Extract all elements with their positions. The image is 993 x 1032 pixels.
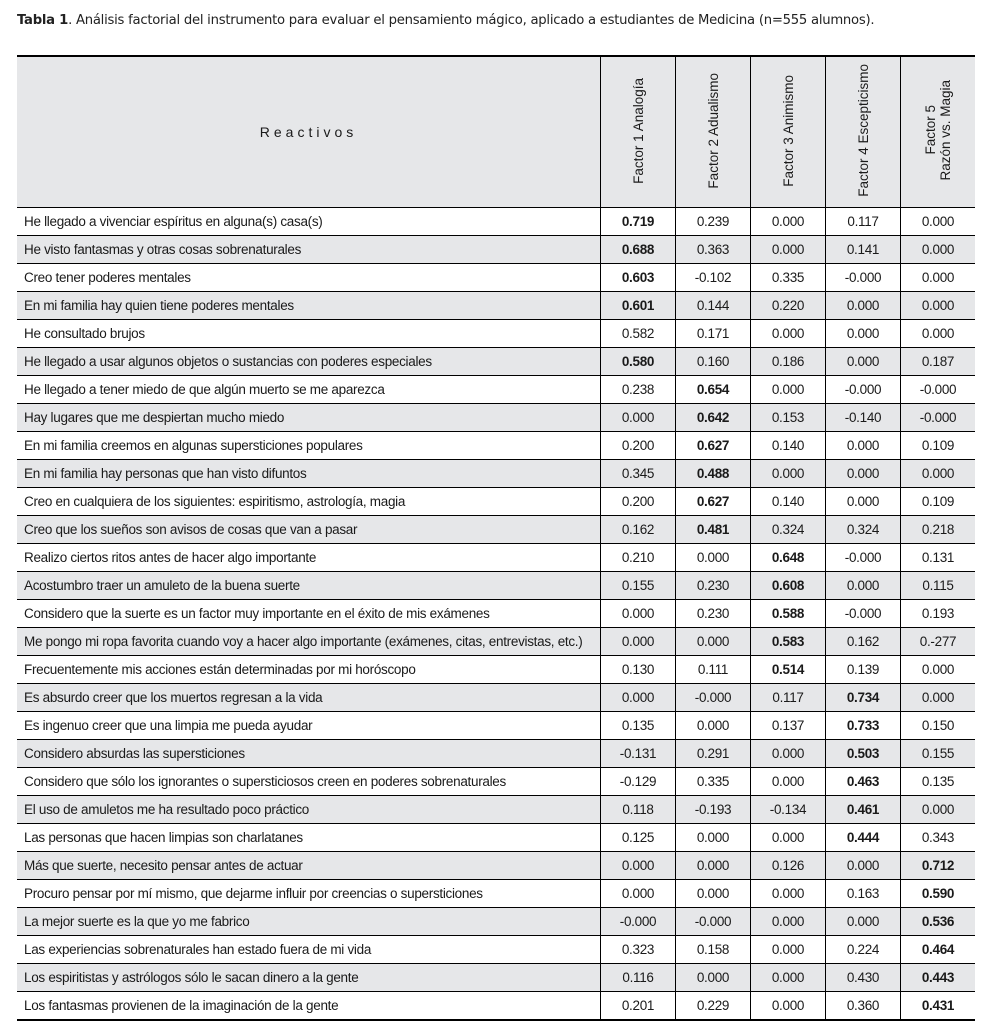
factor-1-loading: 0.580 (601, 348, 676, 376)
factor-5-loading: 0.-277 (901, 628, 976, 656)
factor-4-loading: 0.141 (826, 236, 901, 264)
table-row (17, 236, 975, 264)
table-row (17, 768, 975, 796)
item-cell: Más que suerte, necesito pensar antes de actuar (17, 852, 601, 880)
factor-4-loading: 0.000 (826, 348, 901, 376)
factor-1-loading: 0.000 (601, 684, 676, 712)
factor-1-loading: 0.000 (601, 852, 676, 880)
factor-3-loading: 0.140 (751, 432, 826, 460)
factor-3-loading: 0.583 (751, 628, 826, 656)
caption-label: Tabla 1 (17, 13, 69, 28)
factor-4-loading: 0.162 (826, 628, 901, 656)
item-cell: Los espiritistas y astrólogos sólo le sacan dinero a la gente (17, 964, 601, 992)
factor-3-loading: 0.000 (751, 768, 826, 796)
table-row (17, 208, 975, 236)
factor-3-loading: 0.335 (751, 264, 826, 292)
table-row (17, 432, 975, 460)
factor-3-loading: 0.608 (751, 572, 826, 600)
table-row (17, 684, 975, 712)
factor-1-loading: 0.116 (601, 964, 676, 992)
factor-4-loading: 0.139 (826, 656, 901, 684)
factor-1-loading: 0.200 (601, 432, 676, 460)
factor-1-header: Factor 1 Analogía (601, 56, 676, 208)
factor-analysis-table (17, 55, 975, 1021)
factor-5-loading: 0.712 (901, 852, 976, 880)
factor-4-loading: -0.000 (826, 544, 901, 572)
factor-3-loading: 0.000 (751, 992, 826, 1021)
factor-1-loading: -0.000 (601, 908, 676, 936)
factor-5-loading: 0.464 (901, 936, 976, 964)
item-cell: He visto fantasmas y otras cosas sobrenaturales (17, 236, 601, 264)
factor-3-loading: -0.134 (751, 796, 826, 824)
item-cell: He llegado a vivenciar espíritus en alguna(s) casa(s) (17, 208, 601, 236)
factor-2-loading: 0.160 (676, 348, 751, 376)
factor-1-loading: 0.118 (601, 796, 676, 824)
factor-2-loading: 0.000 (676, 964, 751, 992)
factor-5-loading: 0.536 (901, 908, 976, 936)
factor-5-loading: 0.343 (901, 824, 976, 852)
factor-2-loading: 0.335 (676, 768, 751, 796)
factor-3-loading: 0.000 (751, 208, 826, 236)
table-row (17, 600, 975, 628)
factor-5-loading: 0.590 (901, 880, 976, 908)
factor-4-loading: 0.444 (826, 824, 901, 852)
item-cell: Los fantasmas provienen de la imaginación de la gente (17, 992, 601, 1021)
factor-3-header: Factor 3 Animismo (751, 56, 826, 208)
table-row (17, 460, 975, 488)
factor-4-loading: 0.733 (826, 712, 901, 740)
table-row (17, 572, 975, 600)
table-row (17, 404, 975, 432)
table-row (17, 824, 975, 852)
table-row (17, 880, 975, 908)
table-row (17, 376, 975, 404)
factor-4-loading: 0.163 (826, 880, 901, 908)
factor-2-loading: 0.642 (676, 404, 751, 432)
item-cell: Frecuentemente mis acciones están determinadas por mi horóscopo (17, 656, 601, 684)
item-cell: En mi familia hay quien tiene poderes mentales (17, 292, 601, 320)
factor-3-loading: 0.514 (751, 656, 826, 684)
factor-1-loading: 0.603 (601, 264, 676, 292)
factor-5-loading: 0.109 (901, 432, 976, 460)
items-header: Reactivos (17, 56, 601, 208)
factor-2-loading: 0.230 (676, 600, 751, 628)
factor-1-loading: 0.601 (601, 292, 676, 320)
factor-1-loading: 0.582 (601, 320, 676, 348)
factor-4-loading: 0.000 (826, 852, 901, 880)
item-cell: En mi familia hay personas que han visto difuntos (17, 460, 601, 488)
factor-4-loading: -0.000 (826, 600, 901, 628)
factor-2-loading: 0.000 (676, 544, 751, 572)
item-cell: Realizo ciertos ritos antes de hacer algo importante (17, 544, 601, 572)
factor-5-header: Factor 5 Razón vs. Magia (901, 56, 976, 208)
factor-4-loading: -0.140 (826, 404, 901, 432)
factor-2-loading: 0.171 (676, 320, 751, 348)
table-row (17, 488, 975, 516)
factor-5-loading: -0.000 (901, 376, 976, 404)
factor-3-loading: 0.000 (751, 236, 826, 264)
factor-1-loading: 0.135 (601, 712, 676, 740)
factor-2-loading: 0.481 (676, 516, 751, 544)
factor-3-loading: 0.153 (751, 404, 826, 432)
factor-2-loading: 0.654 (676, 376, 751, 404)
factor-2-loading: 0.158 (676, 936, 751, 964)
factor-3-loading: 0.220 (751, 292, 826, 320)
factor-4-loading: 0.000 (826, 488, 901, 516)
table-row (17, 348, 975, 376)
item-cell: Las experiencias sobrenaturales han estado fuera de mi vida (17, 936, 601, 964)
factor-4-header: Factor 4 Escepticismo (826, 56, 901, 208)
factor-5-loading: 0.155 (901, 740, 976, 768)
item-cell: Creo tener poderes mentales (17, 264, 601, 292)
factor-3-loading: 0.000 (751, 376, 826, 404)
item-cell: Es ingenuo creer que una limpia me pueda ayudar (17, 712, 601, 740)
factor-1-loading: 0.162 (601, 516, 676, 544)
factor-1-loading: 0.323 (601, 936, 676, 964)
factor-2-loading: 0.488 (676, 460, 751, 488)
factor-1-loading: 0.238 (601, 376, 676, 404)
item-cell: Acostumbro traer un amuleto de la buena suerte (17, 572, 601, 600)
factor-5-loading: 0.000 (901, 796, 976, 824)
item-cell: Considero que sólo los ignorantes o supersticiosos creen en poderes sobrenaturales (17, 768, 601, 796)
factor-5-loading: 0.000 (901, 460, 976, 488)
item-cell: Creo en cualquiera de los siguientes: espiritismo, astrología, magia (17, 488, 601, 516)
item-cell: Me pongo mi ropa favorita cuando voy a hacer algo importante (exámenes, citas, entrevistas, etc.) (17, 628, 601, 656)
factor-1-loading: 0.201 (601, 992, 676, 1021)
factor-5-loading: 0.115 (901, 572, 976, 600)
factor-5-loading: 0.000 (901, 320, 976, 348)
factor-3-loading: 0.000 (751, 908, 826, 936)
item-cell: Considero absurdas las supersticiones (17, 740, 601, 768)
table-row (17, 292, 975, 320)
table-row (17, 628, 975, 656)
header-row (17, 56, 975, 208)
factor-5-loading: 0.109 (901, 488, 976, 516)
factor-2-loading: 0.229 (676, 992, 751, 1021)
factor-4-loading: 0.000 (826, 292, 901, 320)
factor-5-loading: 0.000 (901, 684, 976, 712)
factor-3-loading: 0.000 (751, 880, 826, 908)
factor-2-loading: -0.000 (676, 908, 751, 936)
factor-3-loading: 0.324 (751, 516, 826, 544)
item-cell: El uso de amuletos me ha resultado poco práctico (17, 796, 601, 824)
factor-4-loading: 0.734 (826, 684, 901, 712)
item-cell: En mi familia creemos en algunas supersticiones populares (17, 432, 601, 460)
factor-1-loading: -0.131 (601, 740, 676, 768)
table-row (17, 264, 975, 292)
table-row (17, 964, 975, 992)
factor-2-loading: 0.111 (676, 656, 751, 684)
table-row (17, 516, 975, 544)
factor-4-loading: 0.224 (826, 936, 901, 964)
factor-4-loading: 0.000 (826, 908, 901, 936)
factor-5-loading: 0.150 (901, 712, 976, 740)
table-row (17, 796, 975, 824)
factor-2-loading: 0.291 (676, 740, 751, 768)
item-cell: He consultado brujos (17, 320, 601, 348)
item-cell: Las personas que hacen limpias son charlatanes (17, 824, 601, 852)
factor-4-loading: 0.430 (826, 964, 901, 992)
factor-5-loading: 0.000 (901, 208, 976, 236)
item-cell: Es absurdo creer que los muertos regresan a la vida (17, 684, 601, 712)
item-cell: He llegado a tener miedo de que algún muerto se me aparezca (17, 376, 601, 404)
factor-4-loading: 0.000 (826, 432, 901, 460)
factor-4-loading: 0.000 (826, 320, 901, 348)
table-caption (17, 13, 874, 28)
item-cell: La mejor suerte es la que yo me fabrico (17, 908, 601, 936)
table-row (17, 852, 975, 880)
factor-4-loading: 0.000 (826, 572, 901, 600)
factor-1-loading: 0.719 (601, 208, 676, 236)
factor-2-loading: 0.363 (676, 236, 751, 264)
item-cell: Hay lugares que me despiertan mucho miedo (17, 404, 601, 432)
factor-2-loading: 0.000 (676, 628, 751, 656)
factor-2-loading: 0.000 (676, 712, 751, 740)
factor-3-loading: 0.126 (751, 852, 826, 880)
factor-4-loading: 0.324 (826, 516, 901, 544)
item-cell: Considero que la suerte es un factor muy importante en el éxito de mis exámenes (17, 600, 601, 628)
factor-4-loading: 0.000 (826, 460, 901, 488)
table-row (17, 908, 975, 936)
factor-5-loading: 0.000 (901, 236, 976, 264)
factor-1-loading: 0.345 (601, 460, 676, 488)
factor-3-loading: 0.000 (751, 460, 826, 488)
factor-2-loading: 0.230 (676, 572, 751, 600)
factor-1-loading: 0.000 (601, 628, 676, 656)
table-row (17, 544, 975, 572)
table-row (17, 740, 975, 768)
factor-5-loading: 0.193 (901, 600, 976, 628)
item-cell: He llegado a usar algunos objetos o sustancias con poderes especiales (17, 348, 601, 376)
factor-5-loading: 0.187 (901, 348, 976, 376)
factor-2-loading: -0.102 (676, 264, 751, 292)
factor-3-loading: 0.137 (751, 712, 826, 740)
item-cell: Procuro pensar por mí mismo, que dejarme influir por creencias o supersticiones (17, 880, 601, 908)
table-row (17, 656, 975, 684)
factor-5-loading: 0.431 (901, 992, 976, 1021)
factor-2-loading: 0.000 (676, 824, 751, 852)
factor-1-loading: 0.000 (601, 600, 676, 628)
table-row (17, 320, 975, 348)
factor-4-loading: -0.000 (826, 264, 901, 292)
factor-1-loading: 0.200 (601, 488, 676, 516)
factor-3-loading: 0.000 (751, 740, 826, 768)
factor-2-loading: 0.627 (676, 488, 751, 516)
factor-5-loading: 0.131 (901, 544, 976, 572)
factor-1-loading: 0.688 (601, 236, 676, 264)
factor-3-loading: 0.140 (751, 488, 826, 516)
factor-3-loading: 0.000 (751, 824, 826, 852)
factor-3-loading: 0.648 (751, 544, 826, 572)
factor-3-loading: 0.000 (751, 320, 826, 348)
factor-1-loading: 0.000 (601, 880, 676, 908)
factor-1-loading: 0.125 (601, 824, 676, 852)
factor-5-loading: -0.000 (901, 404, 976, 432)
factor-4-loading: 0.360 (826, 992, 901, 1021)
factor-4-loading: 0.117 (826, 208, 901, 236)
factor-2-loading: 0.627 (676, 432, 751, 460)
factor-3-loading: 0.588 (751, 600, 826, 628)
item-cell: Creo que los sueños son avisos de cosas que van a pasar (17, 516, 601, 544)
table-row (17, 992, 975, 1021)
factor-2-header: Factor 2 Adualismo (676, 56, 751, 208)
factor-1-loading: -0.129 (601, 768, 676, 796)
factor-3-loading: 0.117 (751, 684, 826, 712)
factor-1-loading: 0.130 (601, 656, 676, 684)
table-row (17, 936, 975, 964)
factor-2-loading: 0.239 (676, 208, 751, 236)
factor-2-loading: 0.144 (676, 292, 751, 320)
factor-3-loading: 0.186 (751, 348, 826, 376)
factor-3-loading: 0.000 (751, 964, 826, 992)
factor-4-loading: 0.503 (826, 740, 901, 768)
factor-5-loading: 0.218 (901, 516, 976, 544)
factor-5-loading: 0.000 (901, 656, 976, 684)
factor-2-loading: 0.000 (676, 852, 751, 880)
factor-5-loading: 0.135 (901, 768, 976, 796)
factor-4-loading: 0.463 (826, 768, 901, 796)
table-body (17, 208, 975, 1021)
factor-1-loading: 0.210 (601, 544, 676, 572)
factor-4-loading: -0.000 (826, 376, 901, 404)
factor-2-loading: -0.000 (676, 684, 751, 712)
table-row (17, 712, 975, 740)
factor-2-loading: 0.000 (676, 880, 751, 908)
factor-2-loading: -0.193 (676, 796, 751, 824)
factor-4-loading: 0.461 (826, 796, 901, 824)
factor-1-loading: 0.000 (601, 404, 676, 432)
factor-5-loading: 0.000 (901, 264, 976, 292)
factor-3-loading: 0.000 (751, 936, 826, 964)
caption-text: . Análisis factorial del instrumento para evaluar el pensamiento mágico, aplicado a estudiantes de Medicina (n=555 alumnos). (68, 13, 875, 28)
factor-1-loading: 0.155 (601, 572, 676, 600)
factor-5-loading: 0.000 (901, 292, 976, 320)
factor-5-loading: 0.443 (901, 964, 976, 992)
